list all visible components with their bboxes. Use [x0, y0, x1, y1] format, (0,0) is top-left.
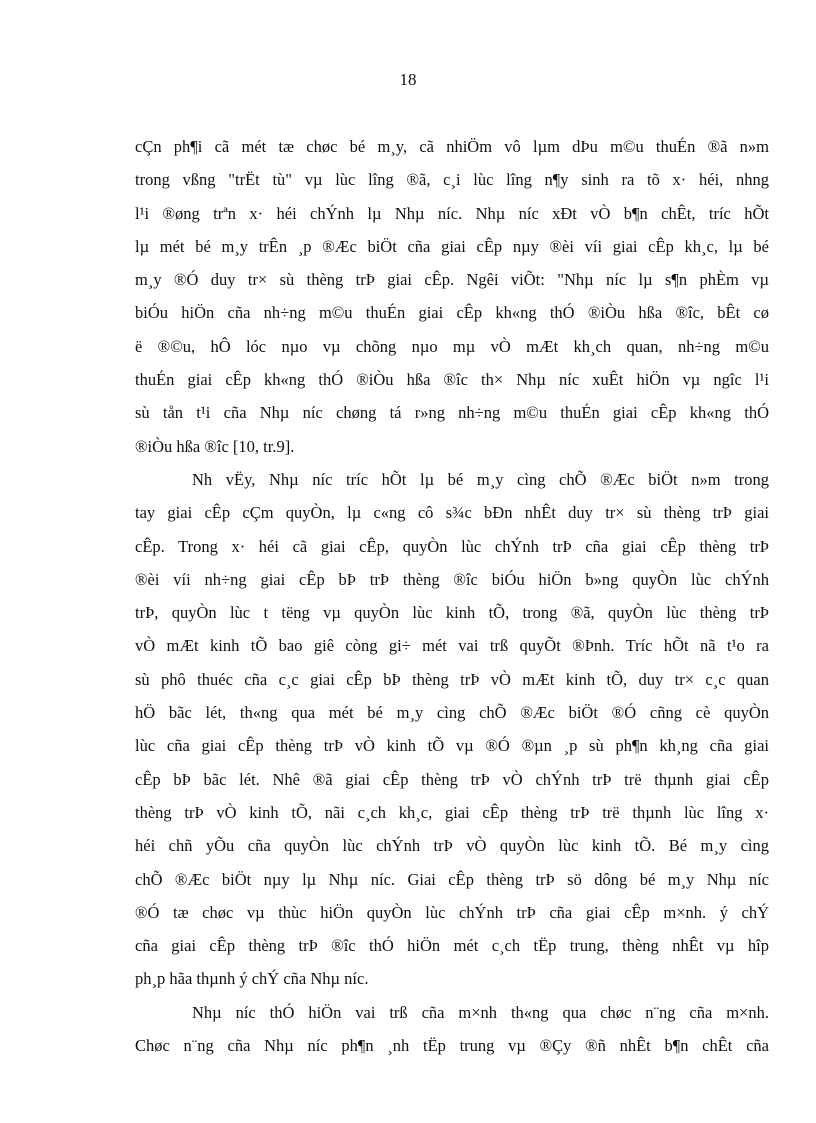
text-line: cÊp. Trong x· héi cã giai cÊp, quyÒn lùc chÝnh trÞ cña giai cÊp thèng trÞ: [135, 536, 769, 556]
text-line: Chøc n¨ng cña Nhµ níc ph¶n ¸nh tËp trung vµ ®Çy ®ñ nhÊt b¶n chÊt cña: [135, 1036, 769, 1056]
text-line: ®Ó tæ chøc vµ thùc hiÖn quyÒn lùc chÝnh trÞ cña giai cÊp m×nh. ý chÝ: [135, 902, 769, 922]
text-line: Nh vËy, Nhµ níc tríc hÕt lµ bé m¸y cìng chÕ ®Æc biÖt n»m trong: [192, 469, 769, 489]
text-line: vÒ mÆt kinh tÕ bao giê còng gi÷ mét vai trß quyÕt ®Þnh. Tríc hÕt nã t¹o ra: [135, 636, 769, 656]
text-line: l¹i ®øng trªn x· héi chÝnh lµ Nhµ níc. Nhµ níc xÐt vÒ b¶n chÊt, tríc hÕt: [135, 203, 769, 223]
text-line: ph¸p hãa thµnh ý chÝ cña Nhµ níc.: [135, 969, 369, 989]
text-line: m¸y ®Ó duy tr× sù thèng trÞ giai cÊp. Ngêi viÕt: "Nhµ níc lµ s¶n phÈm vµ: [135, 270, 769, 290]
text-line: biÓu hiÖn cña nh÷ng m©u thuÉn giai cÊp kh«ng thÓ ®iÒu hßa ®îc, bÊt cø: [135, 303, 769, 323]
text-line: hÖ bãc lét, th«ng qua mét bé m¸y cìng chÕ ®Æc biÖt ®Ó cñng cè quyÒn: [135, 703, 769, 723]
text-line: héi chñ yÕu cña quyÒn lùc chÝnh trÞ vÒ quyÒn lùc kinh tÕ. Bé m¸y cìng: [135, 836, 769, 856]
body-text: [135, 130, 769, 1062]
text-line: Nhµ níc thÓ hiÖn vai trß cña m×nh th«ng qua chøc n¨ng cña m×nh.: [192, 1002, 769, 1022]
text-line: ë ®©u, hÔ lóc nµo vµ chõng nµo mµ vÒ mÆt kh¸ch quan, nh÷ng m©u: [135, 336, 769, 356]
text-line: thèng trÞ vÒ kinh tÕ, nãi c¸ch kh¸c, giai cÊp thèng trÞ trë thµnh lùc lîng x·: [135, 802, 769, 822]
text-line: thuÉn giai cÊp kh«ng thÓ ®iÒu hßa ®îc th× Nhµ níc xuÊt hiÖn vµ ngîc l¹i: [135, 370, 769, 390]
text-line: chÕ ®Æc biÖt nµy lµ Nhµ níc. Giai cÊp thèng trÞ sö dông bé m¸y Nhµ níc: [135, 869, 769, 889]
text-line: cÇn ph¶i cã mét tæ chøc bé m¸y, cã nhiÖm vô lµm dÞu m©u thuÉn ®ã n»m: [135, 137, 769, 156]
text-line: ®iÒu hßa ®îc [10, tr.9].: [135, 436, 295, 456]
text-line: lµ mét bé m¸y trÊn ¸p ®Æc biÖt cña giai cÊp nµy ®èi víi giai cÊp kh¸c, lµ bé: [135, 236, 769, 256]
text-line: tay giai cÊp cÇm quyÒn, lµ c«ng cô s¾c bÐn nhÊt duy tr× sù thèng trÞ giai: [135, 503, 769, 523]
text-line: cÊp bÞ bãc lét. Nhê ®ã giai cÊp thèng trÞ vÒ chÝnh trÞ trë thµnh giai cÊp: [135, 769, 769, 789]
text-line: ®èi víi nh÷ng giai cÊp bÞ trÞ thèng ®îc biÓu hiÖn b»ng quyÒn lùc chÝnh: [135, 569, 769, 589]
text-line: trong vßng "trËt tù" vµ lùc lîng ®ã, c¸i lùc lîng n¶y sinh ra tõ x· héi, nhng: [135, 170, 769, 190]
text-line: lùc cña giai cÊp thèng trÞ vÒ kinh tÕ vµ ®Ó ®µn ¸p sù ph¶n kh¸ng cña giai: [135, 736, 769, 756]
text-line: trÞ, quyÒn lùc t tëng vµ quyÒn lùc kinh tÕ, trong ®ã, quyÒn lùc thèng trÞ: [135, 603, 769, 623]
text-line: cña giai cÊp thèng trÞ ®îc thÓ hiÖn mét c¸ch tËp trung, thèng nhÊt vµ hîp: [135, 936, 769, 956]
page-number: 18: [399, 70, 417, 89]
text-line: sù tån t¹i cña Nhµ níc chøng tá r»ng nh÷ng m©u thuÉn giai cÊp kh«ng thÓ: [135, 403, 769, 423]
text-line: sù phô thuéc cña c¸c giai cÊp bÞ thèng trÞ vÒ mÆt kinh tÕ, duy tr× c¸c quan: [135, 669, 769, 689]
